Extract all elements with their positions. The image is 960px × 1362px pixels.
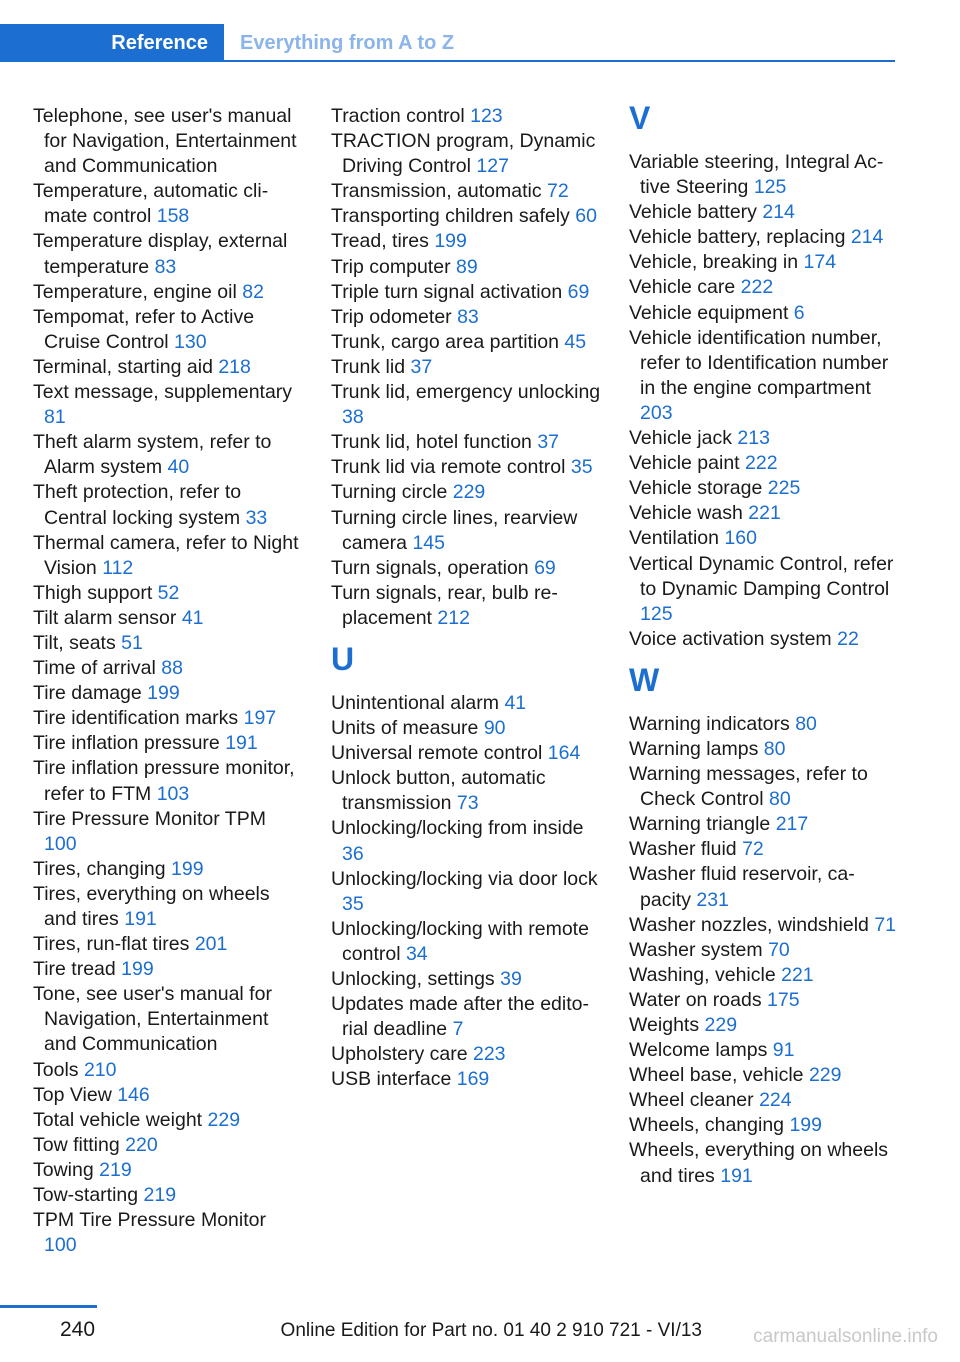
index-entry [331, 380, 601, 430]
page-link[interactable]: 225 [767, 477, 801, 500]
index-entry [629, 301, 899, 326]
index-entry [331, 355, 601, 380]
index-entry [331, 280, 601, 305]
index-entry-text: Vehicle jack [629, 427, 738, 450]
page-link[interactable]: 229 [704, 1014, 738, 1036]
page-link[interactable]: 164 [547, 742, 581, 765]
index-entry [33, 606, 303, 631]
index-entry [33, 1083, 303, 1108]
index-entry-text: Text message, supplementary [33, 381, 293, 404]
page-link[interactable]: 210 [83, 1058, 117, 1081]
index-entry-text: Vehicle storage [629, 477, 768, 500]
page-link[interactable]: 213 [737, 427, 770, 450]
index-entry-text: Unlock button, automatic transmission [331, 767, 546, 815]
index-entry [629, 1113, 899, 1138]
index-entry-text: Temperature, engine oil [33, 280, 243, 303]
index-entry-text: Traction control [331, 105, 471, 127]
page-link[interactable]: 199 [171, 857, 204, 880]
index-entry [331, 1067, 601, 1092]
index-entry [331, 691, 601, 716]
index-entry [629, 762, 899, 812]
index-entry [33, 104, 303, 179]
index-entry [33, 982, 303, 1057]
index-entry [629, 737, 899, 762]
index-entry-text: Trunk lid, emergency unlocking [331, 381, 601, 404]
index-entry [33, 656, 303, 681]
page-link[interactable]: 175 [767, 988, 800, 1011]
index-entry [629, 200, 899, 225]
page-link[interactable]: 88 [161, 657, 183, 680]
index-entry-text: Tread, tires [331, 230, 435, 253]
index-entry [33, 280, 303, 305]
page-link[interactable]: 220 [125, 1133, 158, 1156]
index-entry-text: Tire tread [33, 958, 122, 981]
index-entry [33, 932, 303, 957]
page-link[interactable]: 51 [121, 631, 143, 654]
index-entry [629, 501, 899, 526]
index-entry [629, 326, 899, 426]
index-entry-text: Tires, changing [33, 857, 172, 880]
index-entry-text: Trip odometer [331, 305, 458, 328]
index-entry [331, 129, 601, 179]
index-entry [331, 255, 601, 280]
index-column-2 [331, 104, 601, 1092]
index-entry [331, 330, 601, 355]
page-link[interactable]: 199 [147, 682, 180, 705]
page-link[interactable]: 125 [753, 176, 787, 199]
page-link[interactable]: 112 [102, 556, 134, 579]
page-link[interactable]: 41 [181, 606, 204, 629]
index-entry [331, 766, 601, 816]
index-entry-text: Top View [33, 1083, 118, 1106]
index-entry [331, 229, 601, 254]
index-entry [331, 480, 601, 505]
index-entry-text: USB interface [331, 1068, 457, 1091]
index-entry-text: Trunk lid, hotel function [331, 431, 538, 454]
index-entry [33, 305, 303, 355]
index-entry [33, 631, 303, 656]
index-entry [629, 837, 899, 862]
index-letter-heading: U [331, 640, 355, 677]
index-entry-text: Trunk lid via remote control [331, 456, 571, 479]
header-rule [224, 60, 895, 62]
index-entry [33, 480, 303, 530]
index-column-1 [33, 104, 303, 1258]
index-entry [33, 731, 303, 756]
index-entry [629, 526, 899, 551]
index-entry-text: Turn signals, operation [331, 556, 535, 579]
page-link[interactable]: 222 [745, 452, 778, 475]
page-link[interactable]: 72 [742, 838, 764, 861]
page-link[interactable]: 6 [793, 301, 805, 324]
page-link[interactable]: 91 [772, 1039, 795, 1062]
index-entry [33, 531, 303, 581]
index-entry [33, 957, 303, 982]
index-entry [629, 451, 899, 476]
page-link[interactable]: 103 [156, 782, 190, 805]
page-link[interactable]: 80 [763, 737, 786, 760]
page-link[interactable]: 73 [456, 792, 479, 815]
index-entry [33, 882, 303, 932]
index-entry-text: Trip computer [331, 255, 456, 278]
page-link[interactable]: 199 [434, 230, 467, 253]
index-entry-text: Vehicle equipment [629, 301, 794, 324]
index-entry-text: Variable steering, Integral Active Steering [629, 151, 884, 199]
page-link[interactable]: 69 [534, 556, 556, 579]
index-entry [331, 992, 601, 1042]
index-entry [33, 581, 303, 606]
page-link[interactable]: 191 [124, 908, 157, 930]
page-link[interactable]: 37 [410, 355, 433, 378]
index-entry [629, 988, 899, 1013]
index-entry-text: Vehicle battery [629, 201, 763, 224]
page-link[interactable]: 219 [99, 1158, 132, 1181]
page-link[interactable]: 81 [44, 406, 66, 429]
index-entry-text: Temperature display, external temperature [33, 230, 288, 278]
index-entry-text: Tow fitting [33, 1133, 126, 1156]
index-entry-text: Total vehicle weight [33, 1108, 208, 1131]
index-entry [331, 455, 601, 480]
index-entry-text: Upholstery care [331, 1043, 473, 1066]
page-link[interactable]: 100 [44, 1234, 77, 1257]
page-link[interactable]: 214 [850, 226, 884, 249]
page-link[interactable]: 36 [342, 842, 364, 865]
index-entry-text: Water on roads [629, 988, 768, 1011]
index-entry-text: Tilt alarm sensor [33, 606, 182, 629]
page-link[interactable]: 223 [472, 1043, 506, 1066]
page-link[interactable]: 201 [194, 933, 228, 956]
index-entry-text: Triple turn signal activation [331, 280, 568, 303]
page-link[interactable]: 229 [207, 1108, 241, 1131]
page-link[interactable]: 174 [803, 251, 837, 274]
index-entry [331, 867, 601, 917]
index-entry-text: Turn signals, rear, bulb replacement [331, 581, 558, 629]
index-entry-text: Thigh support [33, 581, 158, 604]
index-letter-heading: V [629, 100, 651, 136]
page-header [0, 24, 895, 62]
page-link[interactable]: 199 [789, 1114, 822, 1137]
index-entry [331, 741, 601, 766]
index-entry [629, 963, 899, 988]
index-entry-text: Time of arrival [33, 657, 162, 680]
page-link[interactable]: 222 [740, 276, 774, 299]
index-entry-text: Washer system [629, 938, 769, 961]
page-link[interactable]: 38 [342, 406, 364, 429]
index-entry-text: Warning indicators [629, 712, 796, 735]
index-entry [331, 430, 601, 455]
edition-note: Online Edition for Part no. 01 40 2 910 721 - VI/13 [280, 1320, 702, 1341]
page-link[interactable]: 221 [748, 502, 781, 525]
index-entry-text: Turning circle lines, rearview camera [331, 506, 578, 554]
index-entry-text: Tire damage [33, 682, 148, 705]
index-entry [629, 1088, 899, 1113]
chapter-tab[interactable]: Reference [0, 24, 224, 62]
index-entry [33, 1108, 303, 1133]
index-entry-text: TRACTION program, Dynamic Driving Control [331, 130, 596, 178]
index-entry [629, 1038, 899, 1063]
index-entry-text: Vehicle care [629, 276, 741, 299]
page-link[interactable]: 83 [457, 305, 479, 328]
page-link[interactable]: 218 [218, 355, 251, 378]
index-entry [331, 716, 601, 741]
index-entry-text: Thermal camera, refer to Night Vision [33, 531, 299, 579]
index-entry [33, 1133, 303, 1158]
index-entry-text: Unlocking/locking from inside [331, 817, 584, 840]
index-entry [331, 917, 601, 967]
index-entry [33, 430, 303, 480]
section-title: Everything from A to Z [240, 31, 455, 54]
index-entry-text: Vehicle battery, replacing [629, 226, 851, 249]
index-entry-text: Tire inflation pressure [33, 732, 226, 755]
page-link[interactable]: 72 [547, 180, 569, 203]
page-link[interactable]: 22 [837, 627, 859, 650]
index-entry [629, 426, 899, 451]
index-entry-text: Theft protection, refer to Central locking system [33, 481, 246, 529]
page-link[interactable]: 229 [452, 481, 486, 504]
index-entry-text: Washer fluid reservoir, capacity [629, 863, 855, 911]
index-entry [331, 1042, 601, 1067]
index-entry-text: Units of measure [331, 717, 484, 740]
page-link[interactable]: 169 [456, 1068, 490, 1091]
index-entry-text: Turning circle [331, 481, 453, 504]
page-link[interactable]: 7 [452, 1018, 464, 1041]
page-link[interactable]: 191 [225, 732, 258, 755]
watermark: carmanualsonline.info [753, 1326, 938, 1347]
index-entry [629, 225, 899, 250]
index-entry-text: Tire inflation pressure monitor, refer to FTM [33, 757, 295, 805]
footer-rule [0, 1305, 97, 1308]
index-entry [331, 104, 601, 129]
index-entry [331, 967, 601, 992]
page-link[interactable]: 45 [564, 330, 587, 353]
index-entry-text: Vehicle, breaking in [629, 251, 804, 274]
index-entry-text: Vertical Dynamic Control, refer to Dynamic Damping Control [629, 552, 894, 600]
index-entry [629, 913, 899, 938]
index-entry-text: Wheel cleaner [629, 1089, 760, 1112]
index-entry-text: Vehicle wash [629, 502, 749, 525]
index-entry [33, 229, 303, 279]
index-entry [331, 816, 601, 866]
index-entry-text: Telephone, see user's manual for Navigation, Entertainment and Communication [33, 105, 297, 178]
index-entry [331, 305, 601, 330]
page-link[interactable]: 191 [720, 1164, 753, 1187]
index-entry-text: Vehicle paint [629, 452, 746, 475]
index-entry-text: Tire Pressure Monitor TPM [33, 807, 266, 830]
page-link[interactable]: 39 [500, 968, 522, 990]
index-entry [629, 552, 899, 627]
page-link[interactable]: 52 [157, 581, 180, 604]
index-entry [33, 179, 303, 229]
index-entry-text: Trunk, cargo area partition [331, 330, 565, 353]
index-entry [33, 681, 303, 706]
index-entry-text: Tone, see user's manual for Navigation, Entertainment and Communication [33, 983, 272, 1056]
index-entry [33, 807, 303, 857]
page-link[interactable]: 70 [768, 938, 790, 961]
index-column-3 [629, 100, 899, 1189]
index-entry-text: Temperature, automatic climate control [33, 180, 269, 228]
page-link[interactable]: 197 [243, 707, 277, 730]
index-entry-text: Voice activation system [629, 627, 838, 650]
page-link[interactable]: 80 [768, 788, 791, 811]
page-link[interactable]: 199 [121, 958, 154, 981]
page-link[interactable]: 145 [412, 531, 445, 554]
page-link[interactable]: 90 [483, 717, 506, 740]
index-entry [331, 204, 601, 229]
index-entry-text: Tires, run-flat tires [33, 933, 195, 956]
index-entry [629, 938, 899, 963]
index-entry-text: Wheel base, vehicle [629, 1064, 809, 1087]
index-entry-text: Tires, everything on wheels and tires [33, 882, 270, 930]
page-number: 240 [60, 1318, 96, 1341]
index-entry-text: Wheels, everything on wheels and tires [629, 1139, 889, 1187]
index-entry-text: Tools [33, 1058, 84, 1081]
index-entry [33, 706, 303, 731]
index-entry [629, 275, 899, 300]
index-entry [629, 1063, 899, 1088]
index-entry [33, 355, 303, 380]
index-entry-text: Washer fluid [629, 838, 743, 861]
index-entry [629, 476, 899, 501]
page-link[interactable]: 40 [167, 456, 190, 479]
index-entry [629, 627, 899, 652]
page-link[interactable]: 89 [455, 255, 478, 278]
page-link[interactable]: 35 [570, 456, 593, 479]
index-entry [629, 712, 899, 737]
page-link[interactable]: 214 [762, 201, 795, 224]
page-link[interactable]: 224 [759, 1089, 792, 1112]
page-link[interactable]: 203 [640, 401, 673, 424]
page-link[interactable]: 33 [245, 506, 268, 529]
page-link[interactable]: 160 [724, 527, 757, 550]
index-entry [629, 812, 899, 837]
page-link[interactable]: 60 [575, 205, 597, 228]
index-entry [33, 1058, 303, 1083]
page-link[interactable]: 158 [156, 205, 190, 228]
page-link[interactable]: 221 [781, 963, 814, 986]
index-entry [331, 506, 601, 556]
index-entry-text: Unintentional alarm [331, 691, 505, 714]
index-entry [629, 862, 899, 912]
page-link[interactable]: 212 [437, 606, 470, 629]
index-entry [331, 179, 601, 204]
index-entry [33, 1208, 303, 1258]
index-entry [331, 581, 601, 631]
page-link[interactable]: 229 [808, 1064, 842, 1087]
page-link[interactable]: 130 [174, 330, 207, 353]
index-entry-text: Vehicle identification number, refer to Identification number in the engine compartment [629, 326, 889, 399]
index-entry-text: Updates made after the editorial deadline [331, 993, 589, 1041]
index-entry [33, 1158, 303, 1183]
index-entry-text: Washer nozzles, windshield [629, 913, 875, 936]
page-link[interactable]: 41 [504, 691, 527, 714]
index-letter-heading: W [629, 661, 660, 698]
index-entry [33, 1183, 303, 1208]
index-entry-text: Welcome lamps [629, 1039, 773, 1062]
page-link[interactable]: 71 [874, 913, 897, 936]
index-entry-text: Unlocking/locking with remote control [331, 917, 589, 965]
index-entry-text: Warning messages, refer to Check Control [629, 763, 868, 811]
page-link[interactable]: 219 [143, 1184, 177, 1207]
page-link[interactable]: 35 [342, 892, 364, 915]
index-entry-text: Terminal, starting aid [33, 355, 219, 378]
index-entry [629, 1013, 899, 1038]
index-entry-text: Warning lamps [629, 737, 764, 760]
index-entry-text: Transporting children safely [331, 205, 576, 228]
index-entry-text: Unlocking, settings [331, 968, 501, 990]
page-link[interactable]: 82 [242, 280, 264, 303]
page-link[interactable]: 123 [470, 105, 503, 127]
index-entry [629, 250, 899, 275]
index-entry-text: Theft alarm system, refer to Alarm system [33, 431, 272, 479]
index-entry-text: Weights [629, 1014, 705, 1036]
index-entry-text: Tilt, seats [33, 631, 122, 654]
index-entry [33, 756, 303, 806]
index-entry-text: Towing [33, 1158, 100, 1181]
page-link[interactable]: 125 [640, 602, 673, 625]
index-entry [629, 150, 899, 200]
page-link[interactable]: 217 [775, 813, 809, 836]
index-entry-text: Tire identification marks [33, 707, 244, 730]
index-entry-text: Tempomat, refer to Active Cruise Control [33, 305, 255, 353]
page-link[interactable]: 100 [44, 832, 77, 855]
page-link[interactable]: 69 [567, 280, 590, 303]
index-entry [33, 857, 303, 882]
page-link[interactable]: 83 [154, 255, 177, 278]
index-entry [33, 380, 303, 430]
index-entry-text: Warning triangle [629, 813, 776, 836]
index-entry-text: Ventilation [629, 527, 725, 550]
index-entry-text: Trunk lid [331, 355, 411, 378]
index-entry-text: Washing, vehicle [629, 963, 782, 986]
page-link[interactable]: 127 [476, 155, 509, 178]
page-link[interactable]: 231 [696, 888, 729, 911]
index-entry [629, 1138, 899, 1188]
index-entry-text: Tow-starting [33, 1184, 144, 1207]
index-entry-text: TPM Tire Pressure Monitor [33, 1209, 266, 1232]
page-link[interactable]: 80 [795, 712, 817, 735]
index-entry-text: Unlocking/locking via door lock [331, 867, 598, 890]
index-entry [331, 556, 601, 581]
page-link[interactable]: 37 [537, 431, 560, 454]
page-link[interactable]: 34 [405, 942, 428, 965]
index-entry-text: Transmission, automatic [331, 180, 548, 203]
page-link[interactable]: 146 [117, 1083, 150, 1106]
index-entry-text: Wheels, changing [629, 1114, 790, 1137]
index-entry-text: Universal remote control [331, 742, 548, 765]
